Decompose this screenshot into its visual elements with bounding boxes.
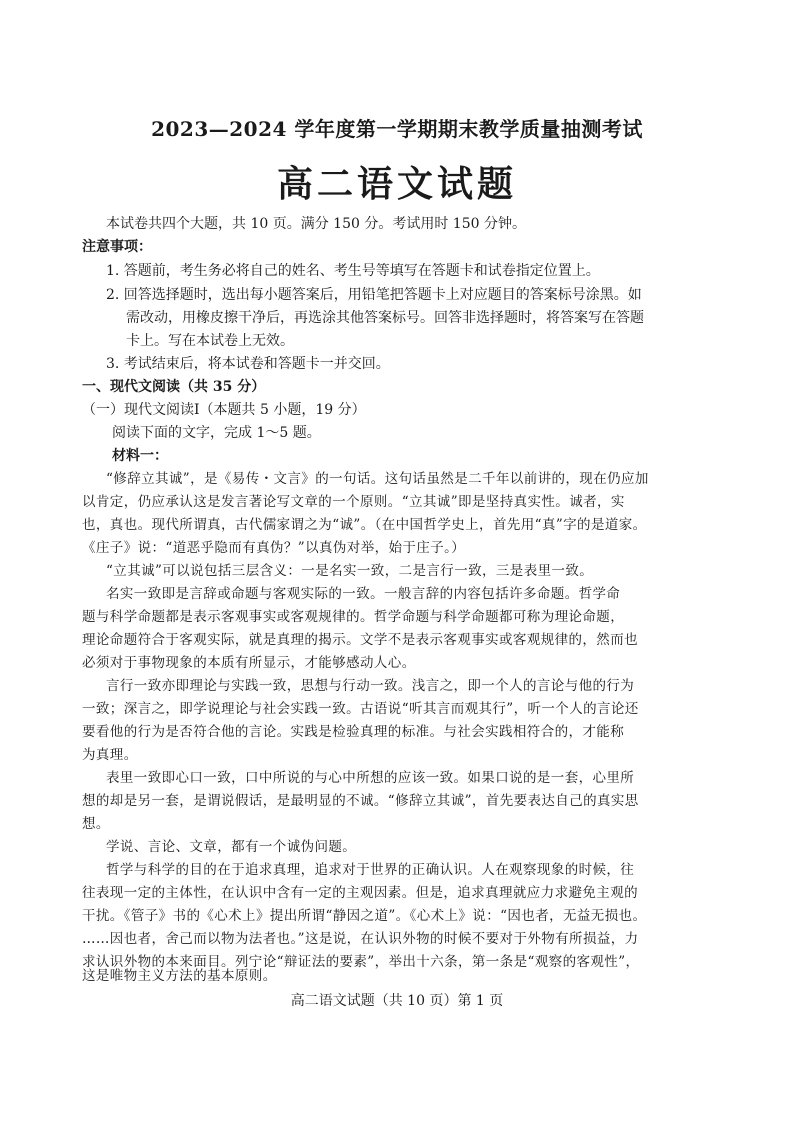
passage-line: 哲学与科学的目的在于追求真理，追求对于世界的正确认识。人在观察现象的时候，往 bbox=[106, 862, 635, 878]
passage-line: “立其诚”可以说包括三层含义：一是名实一致，二是言行一致，三是表里一致。 bbox=[106, 563, 594, 579]
passage-line: 要看他的行为是否符合他的言论。实践是检验真理的标准。与社会实践相符合的，才能称 bbox=[82, 724, 625, 740]
note-item: 需改动，用橡皮擦干净后，再选涂其他答案标号。回答非选择题时，将答案写在答题 bbox=[126, 310, 644, 326]
passage-line: 题与科学命题都是表示客观事实或客观规律的。哲学命题与科学命题都可称为理论命题， bbox=[82, 609, 625, 625]
passage-line: 这是唯物主义方法的基本原则。 bbox=[82, 968, 277, 984]
passage-line: ……因也者，舍己而以物为法者也。”这是说，在认识外物的时候不要对于外物有所损益，力 bbox=[82, 931, 639, 947]
exam-title: 高二语文试题 bbox=[276, 163, 517, 205]
note-item: 2. 回答选择题时，选出每小题答案后，用铅笔把答题卡上对应题目的答案标号涂黑。如 bbox=[106, 287, 642, 303]
passage-line: 想的却是另一套，是谓说假话，是最明显的不诚。“修辞立其诚”，首先要表达自己的真实思 bbox=[82, 793, 639, 809]
passage-line: 名实一致即是言辞或命题与客观实际的一致。一般言辞的内容包括许多命题。哲学命 bbox=[106, 586, 621, 602]
material-label: 材料一： bbox=[112, 448, 168, 464]
passage-line: 一致；深言之，即学说理论与社会实践一致。古语说“听其言而观其行”，听一个人的言论还 bbox=[82, 701, 639, 717]
passage-line: 表里一致即心口一致，口中所说的与心中所想的应该一致。如果口说的是一套，心里所 bbox=[106, 770, 635, 786]
passage-line: 为真理。 bbox=[82, 747, 138, 763]
exam-intro: 本试卷共四个大题，共 10 页。满分 150 分。考试用时 150 分钟。 bbox=[106, 216, 526, 232]
passage-line: 言行一致亦即理论与实践一致，思想与行动一致。浅言之，即一个人的言论与他的行为 bbox=[106, 678, 635, 694]
page-footer: 高二语文试题（共 10 页）第 1 页 bbox=[290, 993, 504, 1009]
note-item: 1. 答题前，考生务必将自己的姓名、考生号等填写在答题卡和试卷指定位置上。 bbox=[106, 263, 600, 279]
section-instruction: 阅读下面的文字，完成 1～5 题。 bbox=[112, 425, 321, 441]
passage-line: 学说、言论、文章，都有一个诚伪问题。 bbox=[106, 839, 357, 855]
passage-line: 求认识外物的本来面目。列宁论“辩证法的要素”，举出十六条，第一条是“观察的客观性”， bbox=[82, 954, 640, 970]
passage-line: 想。 bbox=[82, 816, 110, 832]
passage-line: 理论命题符合于客观实际，就是真理的揭示。文学不是表示客观事实或客观规律的，然而也 bbox=[82, 632, 638, 648]
passage-line: 也，真也。现代所谓真，古代儒家谓之为“诚”。（在中国哲学史上，首先用“真”字的是道家。 bbox=[82, 517, 647, 533]
passage-line: 以肯定，仍应承认这是发言著论写文章的一个原则。“立其诚”即是坚持真实性。诚者，实 bbox=[82, 494, 625, 510]
exam-name: 2023—2024 学年度第一学期期末教学质量抽测考试 bbox=[151, 117, 643, 141]
passage-line: 往表现一定的主体性，在认识中含有一定的主观因素。但是，追求真理就应力求避免主观的 bbox=[82, 885, 638, 901]
note-item: 3. 考试结束后，将本试卷和答题卡一并交回。 bbox=[106, 356, 390, 372]
section-title: 一、现代文阅读（共 35 分） bbox=[82, 379, 266, 395]
passage-line: 必须对于事物现象的本质有所显示，才能够感动人心。 bbox=[82, 655, 416, 671]
passage-line: 干扰。《管子》书的《心术上》提出所谓“静因之道”。《心术上》说：“因也者，无益无损也。 bbox=[82, 908, 647, 924]
passage-line: 《庄子》说：“道恶乎隐而有真伪？”以真伪对举，始于庄子。） bbox=[82, 540, 466, 556]
note-item: 卡上。写在本试卷上无效。 bbox=[126, 333, 294, 349]
notes-heading: 注意事项： bbox=[82, 239, 152, 255]
section-subtitle: （一）现代文阅读Ⅰ（本题共 5 小题，19 分） bbox=[82, 402, 366, 418]
passage-line: “修辞立其诚”，是《易传・文言》的一句话。这句话虽然是二千年以前讲的，现在仍应加 bbox=[106, 471, 649, 487]
